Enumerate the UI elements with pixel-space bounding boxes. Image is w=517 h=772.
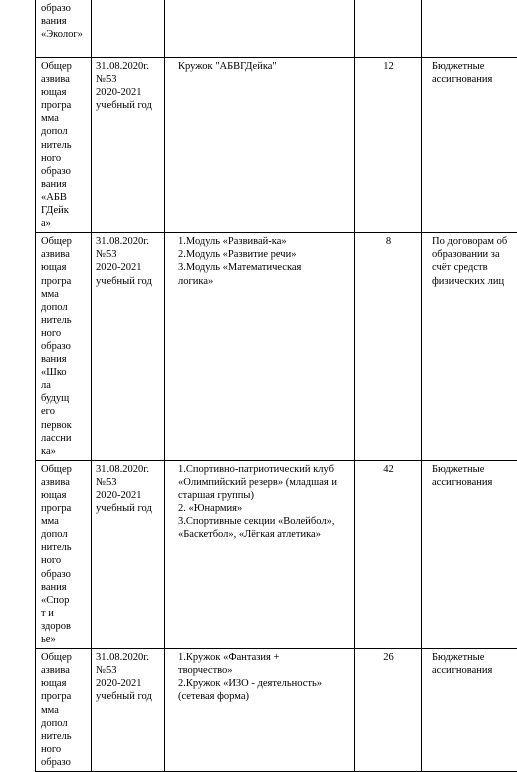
date-cell	[92, 0, 165, 58]
table-row	[36, 0, 517, 58]
funding-cell	[422, 0, 517, 58]
content-cell: 1.Кружок «Фантазия + творчество» 2.Кружок «ИЗО - деятельность» (сетевая форма)	[165, 649, 355, 772]
content-cell	[165, 0, 355, 58]
content-cell: 1.Спортивно-патриотический клуб «Олимпийский резерв» (младшая и старшая группы) 2. «Юнармия» 3.Спортивные секции «Волейбол», «Баскетбол», «Лёгкая атлетика»	[165, 460, 355, 648]
count-cell	[355, 0, 422, 58]
program-cell: Общер азвива ющая програ мма допол нитель ного образо	[36, 649, 92, 772]
table-row	[36, 460, 517, 648]
count-cell: 12	[355, 58, 422, 233]
table-row	[36, 58, 517, 233]
date-cell: 31.08.2020г. №53 2020-2021 учебный год	[92, 460, 165, 648]
content-cell: 1.Модуль «Развивай-ка» 2.Модуль «Развитие речи» 3.Модуль «Математическая логика»	[165, 233, 355, 461]
funding-cell: Бюджетные ассигнования	[422, 649, 517, 772]
program-cell: Общер азвива ющая програ мма допол нитель ного образо вания «Спор т и здоров ье»	[36, 460, 92, 648]
table-row	[36, 233, 517, 461]
date-cell: 31.08.2020г. №53 2020-2021 учебный год	[92, 649, 165, 772]
program-cell: Общер азвива ющая програ мма допол нитель ного образо вания «АБВ ГДейк а»	[36, 58, 92, 233]
funding-cell: Бюджетные ассигнования	[422, 460, 517, 648]
count-cell: 26	[355, 649, 422, 772]
count-cell: 42	[355, 460, 422, 648]
programs-table	[35, 0, 517, 772]
date-cell: 31.08.2020г. №53 2020-2021 учебный год	[92, 233, 165, 461]
table-row	[36, 649, 517, 772]
program-cell: образо вания «Эколог»	[36, 0, 92, 58]
program-cell: Общер азвива ющая програ мма допол нитель ного образо вания «Шко ла будущ его первок лассни ка»	[36, 233, 92, 461]
count-cell: 8	[355, 233, 422, 461]
content-cell: Кружок "АБВГДейка"	[165, 58, 355, 233]
date-cell: 31.08.2020г. №53 2020-2021 учебный год	[92, 58, 165, 233]
funding-cell: Бюджетные ассигнования	[422, 58, 517, 233]
funding-cell: По договорам об образовании за счёт средств физических лиц	[422, 233, 517, 461]
